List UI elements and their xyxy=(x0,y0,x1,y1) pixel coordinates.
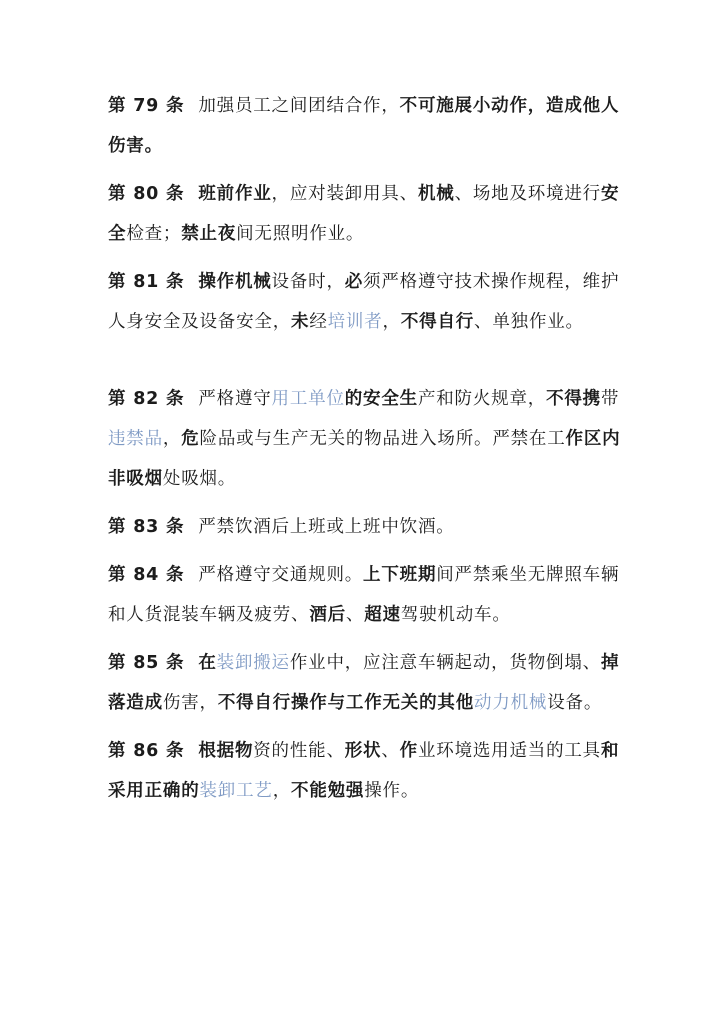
article-text: 掉落造成 xyxy=(108,653,620,713)
article-text: 不可施展小动作，造成他人伤害。 xyxy=(108,96,620,156)
article-text: 驾驶机动车。 xyxy=(400,605,511,625)
highlighted-term: 动力机械 xyxy=(474,693,548,713)
article-text: 危 xyxy=(181,429,200,449)
article-text: 作业中，应注意车辆起动，货物倒塌、 xyxy=(289,653,601,673)
article-text: 、 xyxy=(345,605,365,625)
article-text: 在 xyxy=(198,653,217,673)
article-text: ， xyxy=(162,429,182,449)
article-83 xyxy=(108,507,628,547)
article-text: 作区内非吸烟 xyxy=(108,429,621,489)
article-text: 未 xyxy=(291,312,310,332)
article-text: 间严禁乘坐无牌照车辆和人货混装车辆及疲劳、 xyxy=(108,565,620,625)
article-text: 业环境选用适当的工具 xyxy=(417,741,601,761)
article-text: ， xyxy=(382,312,401,332)
highlighted-term: 装卸搬运 xyxy=(216,653,290,673)
article-text: 加强员工之间团结合作， xyxy=(198,96,400,116)
article-text: 根据物 xyxy=(198,741,254,761)
article-text: 和采用正确的 xyxy=(108,741,620,801)
article-86 xyxy=(108,731,628,811)
article-text: 产和防火规章， xyxy=(417,389,547,409)
article-text: 资的性能、 xyxy=(253,741,345,761)
highlighted-term: 用工单位 xyxy=(271,389,345,409)
article-text: 严格遵守交通规则。 xyxy=(198,565,364,585)
article-text: 机械 xyxy=(417,184,455,204)
article-text: 必 xyxy=(344,272,364,292)
article-number: 第 85 条 xyxy=(108,653,185,673)
article-number: 第 86 条 xyxy=(108,741,185,761)
article-text: 须严格遵守技术操作规程，维护人身安全及设备安全， xyxy=(108,272,620,332)
article-text: 、 xyxy=(381,741,400,761)
article-84 xyxy=(108,555,628,635)
article-text: 不得携 xyxy=(546,389,601,409)
article-79 xyxy=(108,86,628,166)
article-text: 间无照明作业。 xyxy=(236,224,365,244)
article-number: 第 84 条 xyxy=(108,565,185,585)
article-text: 不能勉强 xyxy=(291,781,365,801)
article-text: 检查； xyxy=(126,224,182,244)
article-text: 设备。 xyxy=(547,693,603,713)
article-text: 严禁饮酒后上班或上班中饮酒。 xyxy=(198,517,455,537)
article-text: 设备时， xyxy=(271,272,345,292)
article-text: 不得自行操作与工作无关的其他 xyxy=(217,693,475,713)
article-text: 安全 xyxy=(108,184,620,244)
article-text: 伤害， xyxy=(162,693,218,713)
article-text: 上下班期 xyxy=(363,565,437,585)
article-text: 不得自行 xyxy=(400,312,475,332)
article-text: 、场地及环境进行 xyxy=(454,184,601,204)
article-number: 第 81 条 xyxy=(108,272,185,292)
article-text: 禁止夜 xyxy=(181,224,237,244)
article-text: 超速 xyxy=(364,605,401,625)
article-text: 严格遵守 xyxy=(198,389,272,409)
article-text: 经 xyxy=(309,312,328,332)
article-text: 班前作业 xyxy=(198,184,272,204)
article-text: 处吸烟。 xyxy=(162,469,237,489)
article-85 xyxy=(108,643,628,723)
article-text: 酒后 xyxy=(309,605,346,625)
article-80 xyxy=(108,174,628,254)
article-text: 的安全生 xyxy=(344,389,418,409)
article-81 xyxy=(108,262,628,342)
article-text: 作 xyxy=(399,741,418,761)
highlighted-term: 违禁品 xyxy=(108,429,163,449)
article-text: 操作。 xyxy=(364,781,420,801)
article-number: 第 80 条 xyxy=(108,184,185,204)
article-text: 操作机械 xyxy=(198,272,272,292)
article-text: 形状 xyxy=(344,741,382,761)
highlighted-term: 装卸工艺 xyxy=(199,781,273,801)
article-number: 第 82 条 xyxy=(108,389,185,409)
article-number: 第 79 条 xyxy=(108,96,185,116)
article-text: ，应对装卸用具、 xyxy=(271,184,418,204)
article-text: 带 xyxy=(600,389,620,409)
articles-list xyxy=(108,86,628,819)
highlighted-term: 培训者 xyxy=(327,312,383,332)
article-number: 第 83 条 xyxy=(108,517,185,537)
article-text: 、单独作业。 xyxy=(474,312,584,332)
article-82 xyxy=(108,379,628,499)
article-text: 险品或与生产无关的物品进入场所。严禁在工 xyxy=(199,429,566,449)
article-text: ， xyxy=(272,781,292,801)
